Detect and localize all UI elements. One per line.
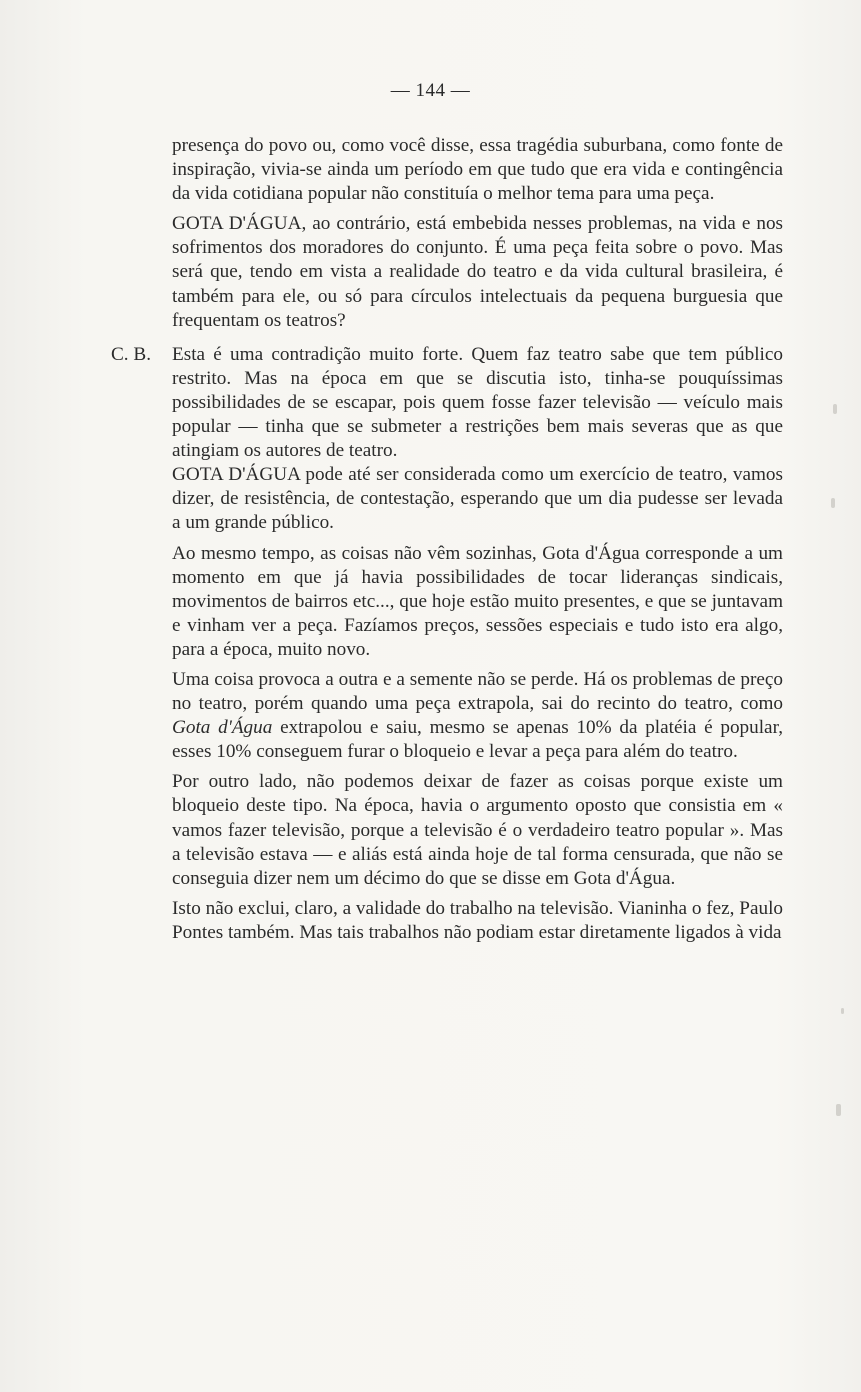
- body-text: [111, 134, 783, 945]
- margin-mark: [833, 404, 837, 414]
- play-title-italic: Gota d'Água: [172, 717, 273, 739]
- paragraph-6-end: extrapolou e saiu, mesmo se apenas 10% da platéia é popular, esses 10% conseguem furar o bloqueio e levar a peça para além do teatro.: [172, 717, 783, 763]
- paragraph-5: Ao mesmo tempo, as coisas não vêm sozinhas, Gota d'Água corresponde a um momento em que já havia possibilidades de tocar lideranças sindicais, movimentos de bairros etc..., que hoje estão muito presentes, e que se juntavam e vinham ver a peça. Fazíamos preços, sessões especiais e tudo isto era algo, para a época, muito novo.: [172, 542, 783, 660]
- margin-mark: [836, 1104, 841, 1116]
- paragraph-4: GOTA D'ÁGUA pode até ser considerada como um exercício de teatro, vamos dizer, de resistência, de contestação, esperando que um dia pudesse ser levada a um grande público.: [172, 464, 783, 534]
- paragraph-1: presença do povo ou, como você disse, essa tragédia suburbana, como fonte de inspiração, vivia-se ainda um período em que tudo que era vida e contingência da vida cotidiana popular não constituía o melhor tema para uma peça.: [172, 135, 783, 205]
- paragraph-8: Isto não exclui, claro, a validade do trabalho na televisão. Vianinha o fez, Paulo Pontes também. Mas tais trabalhos não podiam estar diretamente ligados à vida: [172, 897, 783, 943]
- page-number: — 144 —: [390, 80, 471, 101]
- interview-answer: [111, 343, 783, 463]
- paragraph-6-start: Uma coisa provoca a outra e a semente não se perde. Há os problemas de preço no teatro, porém quando uma peça extrapola, sai do recinto do teatro, como: [172, 668, 783, 715]
- paragraph-3: Esta é uma contradição muito forte. Quem faz teatro sabe que tem público restrito. Mas na época em que se discutia isto, tinha-se pouquíssimas possibilidades de se escapar, pois quem fosse fazer televisão — veículo mais popular — tinha que se submeter a restrições bem mais severas que as que atingiam os autores de teatro.: [172, 343, 783, 462]
- paragraph-2: GOTA D'ÁGUA, ao contrário, está embebida nesses problemas, na vida e nos sofrimentos dos moradores do conjunto. É uma peça feita sobre o povo. Mas será que, tendo em vista a realidade do teatro e da vida cultural brasileira, é também para ele, ou só para círculos intelectuais da pequena burguesia que frequentam os teatros?: [172, 213, 783, 331]
- margin-mark: [841, 1008, 844, 1014]
- speaker-label: C. B.: [111, 343, 151, 365]
- margin-mark: [831, 498, 835, 508]
- paragraph-6: [172, 668, 783, 764]
- paragraph-7: Por outro lado, não podemos deixar de fazer as coisas porque existe um bloqueio deste tipo. Na época, havia o argumento oposto que consistia em « vamos fazer televisão, porque a televisão é o verdadeiro teatro popular ». Mas a televisão estava — e aliás está ainda hoje de tal forma censurada, que não se conseguia dizer nem um décimo do que se disse em Gota d'Água.: [172, 771, 783, 889]
